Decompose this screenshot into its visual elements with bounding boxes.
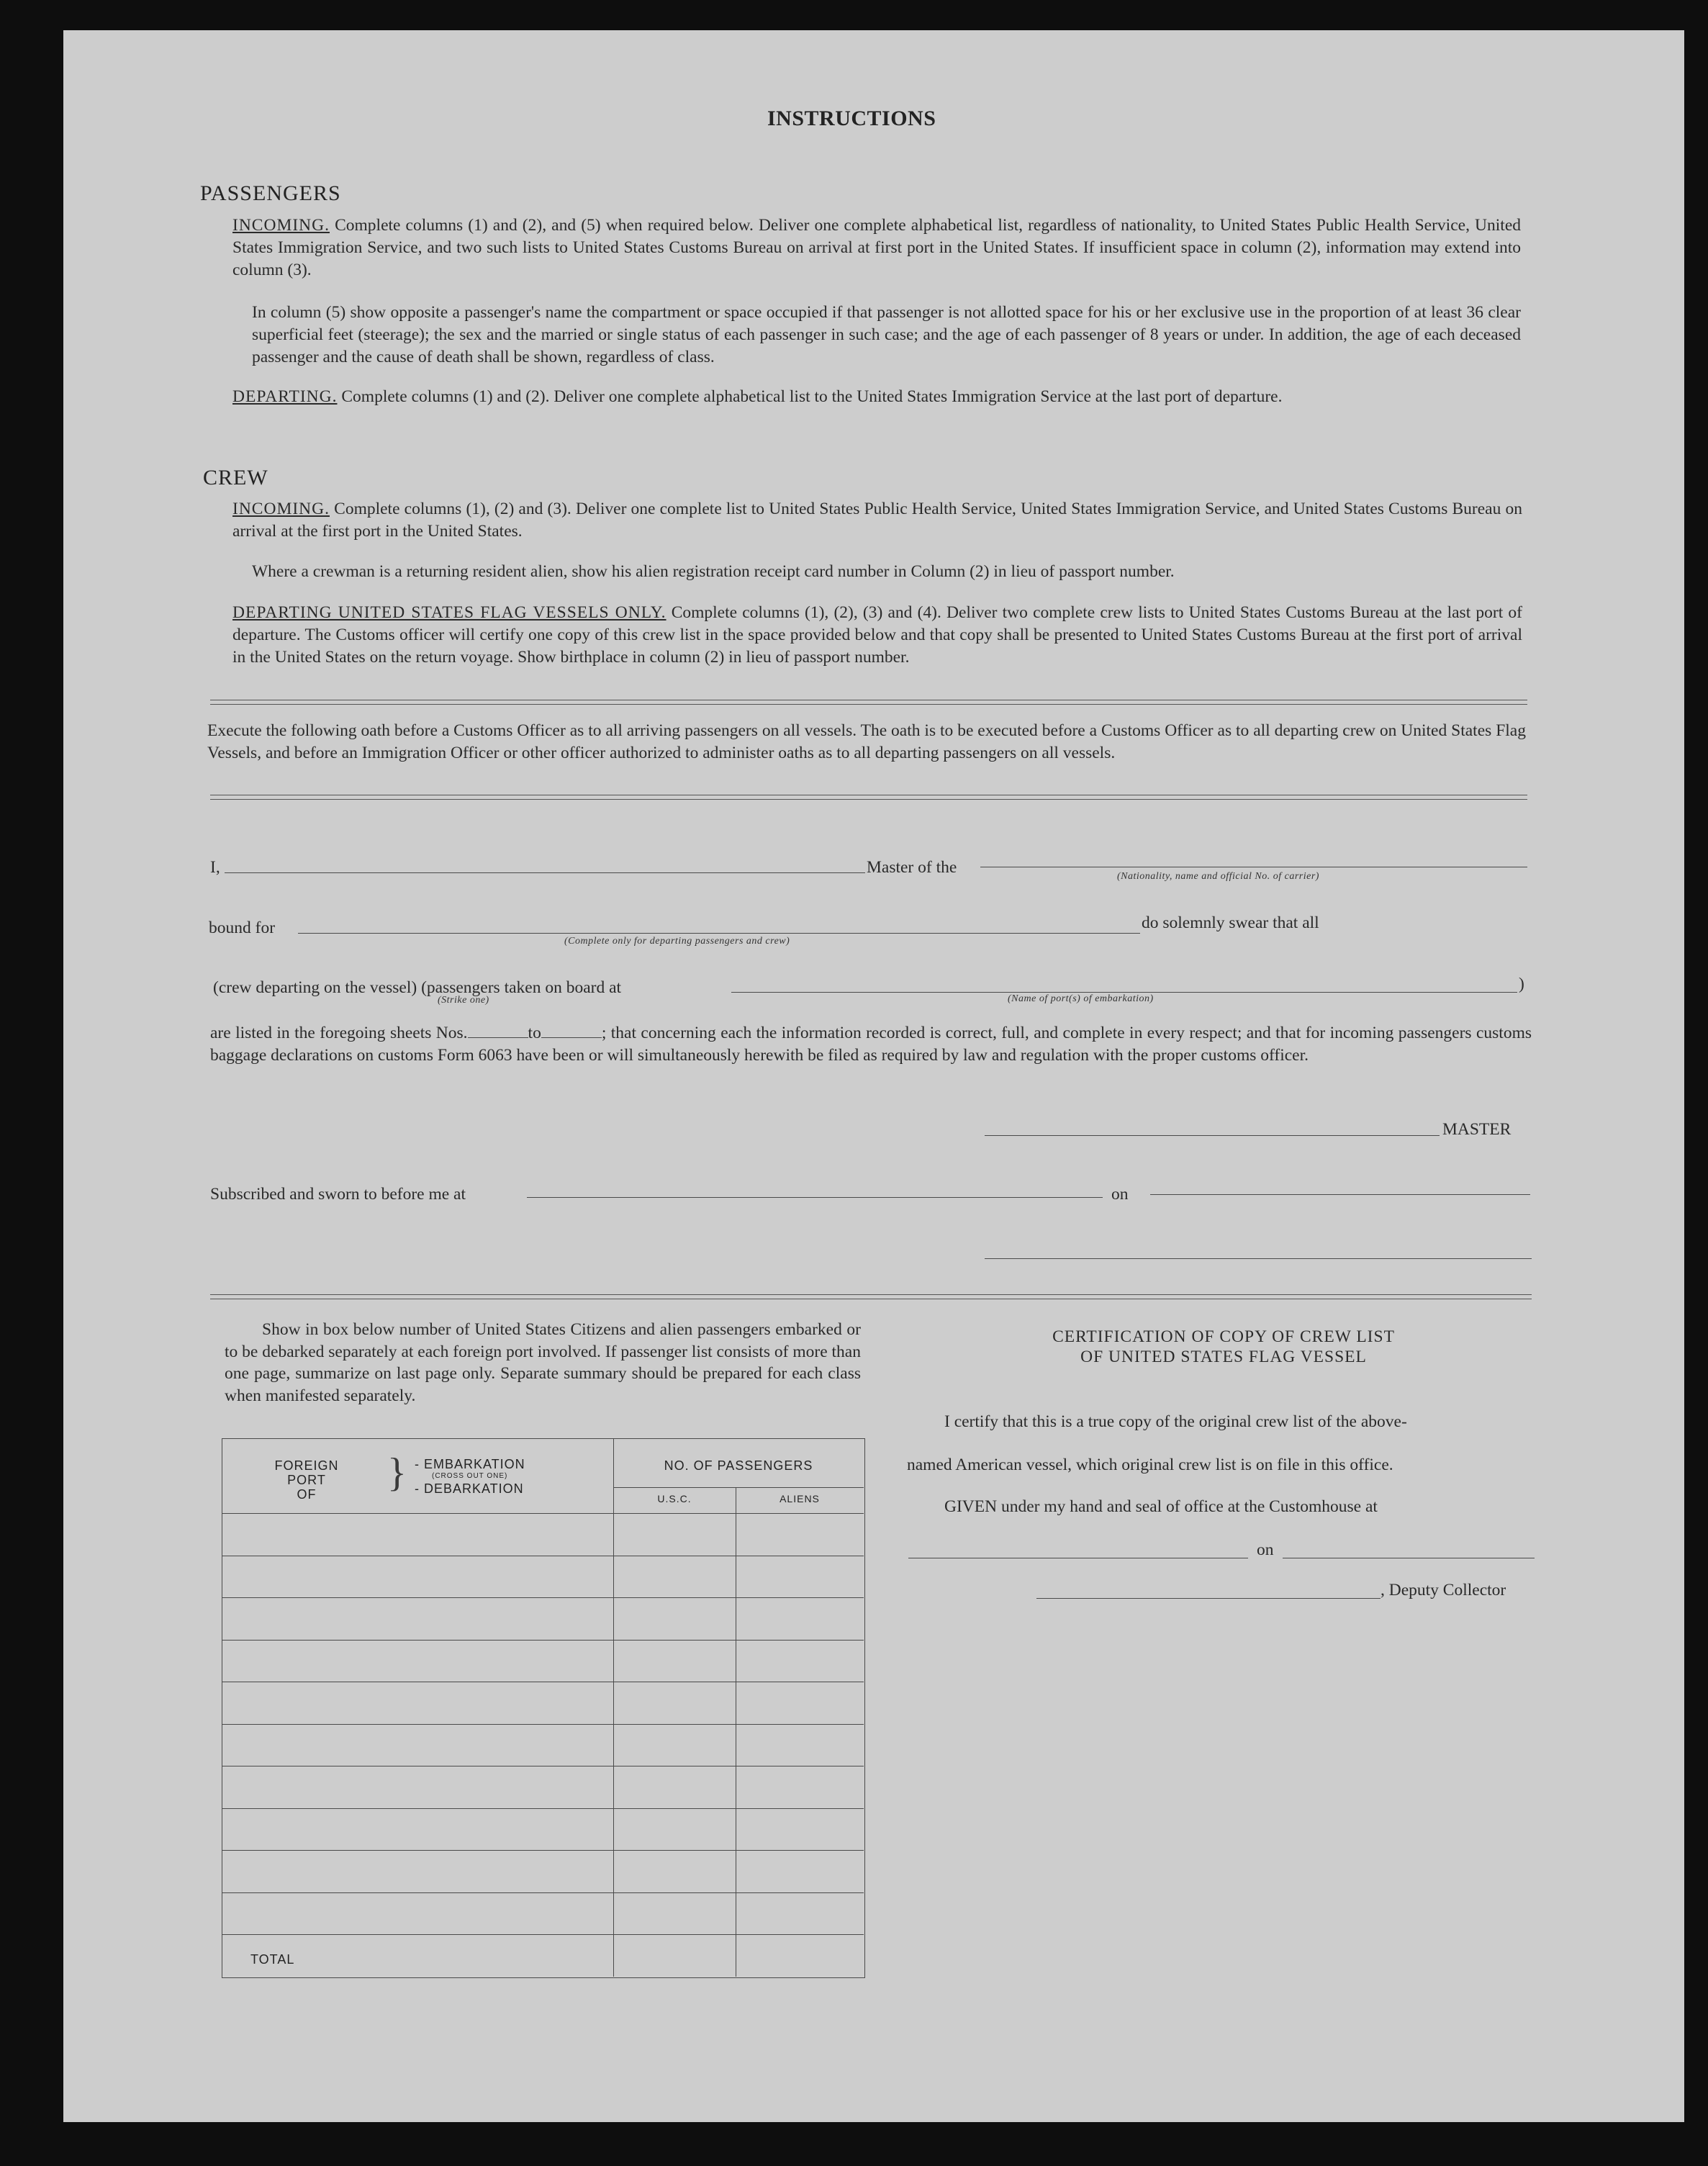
table-header-divider bbox=[613, 1487, 864, 1488]
certify-line2: named American vessel, which original crew list is on file in this office. bbox=[907, 1456, 1393, 1474]
passengers-departing-paragraph bbox=[232, 386, 1521, 408]
crew-departing-text: Complete columns (1), (2), (3) and (4). Deliver two complete crew lists to United States Customs Bureau at the last port of departure. The Customs officer will certify one copy of this crew list in the space provided below and that copy shall be presented to United States Customs Bureau at the first port of arrival in the United States on the return voyage. Show birthplace in column (2) in lieu of passport number. bbox=[232, 603, 1522, 667]
foreign-port-line2: PORT bbox=[287, 1473, 326, 1487]
passengers-incoming-paragraph bbox=[232, 215, 1521, 281]
total-label: TOTAL bbox=[250, 1952, 295, 1967]
sworn-place-line[interactable] bbox=[527, 1197, 1103, 1198]
listed-paragraph bbox=[210, 1022, 1532, 1067]
carrier-caption: (Nationality, name and official No. of carrier) bbox=[1117, 871, 1319, 882]
strike-caption: (Strike one) bbox=[438, 995, 489, 1006]
passengers-column5-text: In column (5) show opposite a passenger's name the compartment or space occupied if that passenger is not allotted space for his or her exclusive use in the proportion of at least 36 clear superficial feet (steerage); the sex and the married or single status of each passenger in such case; and the age of each passenger of 8 years or under. In addition, the age of each deceased passenger and the cause of death shall be shown, regardless of class. bbox=[252, 303, 1521, 366]
table-row-line bbox=[222, 1808, 864, 1809]
bound-caption: (Complete only for departing passengers and crew) bbox=[564, 936, 790, 947]
sworn-on-label: on bbox=[1111, 1185, 1129, 1204]
listed-text: ; that concerning each the information recorded is correct, full, and complete in every respect; and that for incoming passengers customs baggage declarations on customs Form 6063 have been or will simultaneously herewith be filed as required by law and regulation with the proper customs officer. bbox=[210, 1024, 1532, 1065]
crew-heading: CREW bbox=[203, 466, 268, 489]
given-text: GIVEN under my hand and seal of office at the Customhouse at bbox=[944, 1497, 1378, 1516]
summary-instructions: Show in box below number of United States Citizens and alien passengers embarked or to be debarked separately at each foreign port involved. If passenger list consists of more than one page, summarize on last page only. Separate summary should be prepared for each class when manifested separately. bbox=[225, 1320, 861, 1405]
passengers-heading: PASSENGERS bbox=[200, 181, 341, 205]
deputy-collector-label: , Deputy Collector bbox=[1381, 1581, 1506, 1599]
master-name-line[interactable] bbox=[225, 872, 865, 873]
officer-signature-line[interactable] bbox=[985, 1258, 1532, 1259]
embarkation-port-line[interactable] bbox=[731, 992, 1517, 993]
passenger-summary-table bbox=[222, 1438, 865, 1978]
passengers-incoming-text: Complete columns (1) and (2), and (5) when required below. Deliver one complete alphabetical list, regardless of nationality, to United States Public Health Service, United States Immigration Service, and two such lists to United States Customs Bureau on arrival at first port in the United States. If insufficient space in column (2), information may extend into column (3). bbox=[232, 216, 1522, 279]
subscribed-label: Subscribed and sworn to before me at bbox=[210, 1185, 466, 1204]
sheets-to-field[interactable] bbox=[541, 1037, 602, 1038]
bound-for-line[interactable] bbox=[298, 933, 1140, 934]
passengers-departing-text: Complete columns (1) and (2). Deliver one complete alphabetical list to the United States Immigration Service at the last port of departure. bbox=[341, 387, 1283, 406]
master-of-the-label: Master of the bbox=[867, 858, 957, 877]
table-row-line bbox=[222, 1892, 864, 1893]
crew-incoming-paragraph bbox=[232, 498, 1522, 543]
listed-prefix: are listed in the foregoing sheets Nos. bbox=[210, 1024, 468, 1042]
crew-departing-label: DEPARTING UNITED STATES FLAG VESSELS ONLY. bbox=[232, 603, 667, 622]
no-passengers-header: NO. OF PASSENGERS bbox=[664, 1458, 813, 1473]
crew-departing-paragraph bbox=[232, 602, 1522, 669]
certify-line1: I certify that this is a true copy of the original crew list of the above- bbox=[944, 1412, 1407, 1431]
brace-symbol: } bbox=[387, 1450, 407, 1495]
crew-departing-text: (crew departing on the vessel) (passengers taken on board at bbox=[213, 978, 622, 997]
divider bbox=[210, 700, 1527, 705]
usc-header: U.S.C. bbox=[657, 1493, 692, 1504]
crew-incoming-label: INCOMING. bbox=[232, 500, 330, 518]
table-row-line bbox=[222, 1850, 864, 1851]
bound-for-label: bound for bbox=[209, 919, 276, 937]
embarkation-label: - EMBARKATION bbox=[415, 1457, 525, 1471]
divider bbox=[210, 795, 1527, 800]
debarkation-label: - DEBARKATION bbox=[415, 1481, 524, 1496]
table-column-divider bbox=[613, 1438, 614, 1977]
ports-caption: (Name of port(s) of embarkation) bbox=[1008, 993, 1154, 1004]
table-header-bottom bbox=[222, 1513, 864, 1514]
certification-heading-line2: OF UNITED STATES FLAG VESSEL bbox=[1080, 1348, 1367, 1366]
master-signature-line[interactable] bbox=[985, 1135, 1440, 1136]
listed-to: to bbox=[528, 1024, 541, 1042]
passengers-incoming-label: INCOMING. bbox=[232, 216, 330, 235]
oath-i-label: I, bbox=[210, 858, 220, 877]
deputy-signature-line[interactable] bbox=[1036, 1598, 1381, 1599]
master-label: MASTER bbox=[1442, 1120, 1512, 1139]
table-row-line bbox=[222, 1934, 864, 1935]
certification-heading-line1: CERTIFICATION OF COPY OF CREW LIST bbox=[1052, 1327, 1395, 1346]
cross-out-note: (CROSS OUT ONE) bbox=[432, 1472, 508, 1480]
swear-text: do solemnly swear that all bbox=[1142, 913, 1319, 932]
table-row-line bbox=[222, 1640, 864, 1641]
certification-on-label: on bbox=[1257, 1540, 1274, 1559]
foreign-port-line1: FOREIGN bbox=[274, 1458, 339, 1473]
sheets-from-field[interactable] bbox=[468, 1037, 528, 1038]
sworn-date-line[interactable] bbox=[1150, 1194, 1530, 1195]
table-row-line bbox=[222, 1597, 864, 1598]
crew-alien-text: Where a crewman is a returning resident alien, show his alien registration receipt card number in Column (2) in lieu of passport number. bbox=[252, 562, 1175, 581]
closing-paren: ) bbox=[1519, 975, 1524, 993]
table-row-line bbox=[222, 1724, 864, 1725]
aliens-header: ALIENS bbox=[780, 1493, 820, 1504]
page-title: INSTRUCTIONS bbox=[767, 107, 936, 130]
crew-incoming-text: Complete columns (1), (2) and (3). Deliver one complete list to United States Public Health Service, United States Immigration Service, and United States Customs Bureau on arrival at the first port in the United States. bbox=[232, 500, 1522, 541]
foreign-port-line3: OF bbox=[297, 1487, 317, 1502]
oath-intro: Execute the following oath before a Customs Officer as to all arriving passengers on all vessels. The oath is to be executed before a Customs Officer as to all departing crew on United States Flag Vessels, and before an Immigration Officer or other officer authorized to administer oaths as to all departing passengers on all vessels. bbox=[207, 721, 1526, 762]
divider bbox=[210, 1294, 1532, 1299]
passengers-departing-label: DEPARTING. bbox=[232, 387, 338, 406]
